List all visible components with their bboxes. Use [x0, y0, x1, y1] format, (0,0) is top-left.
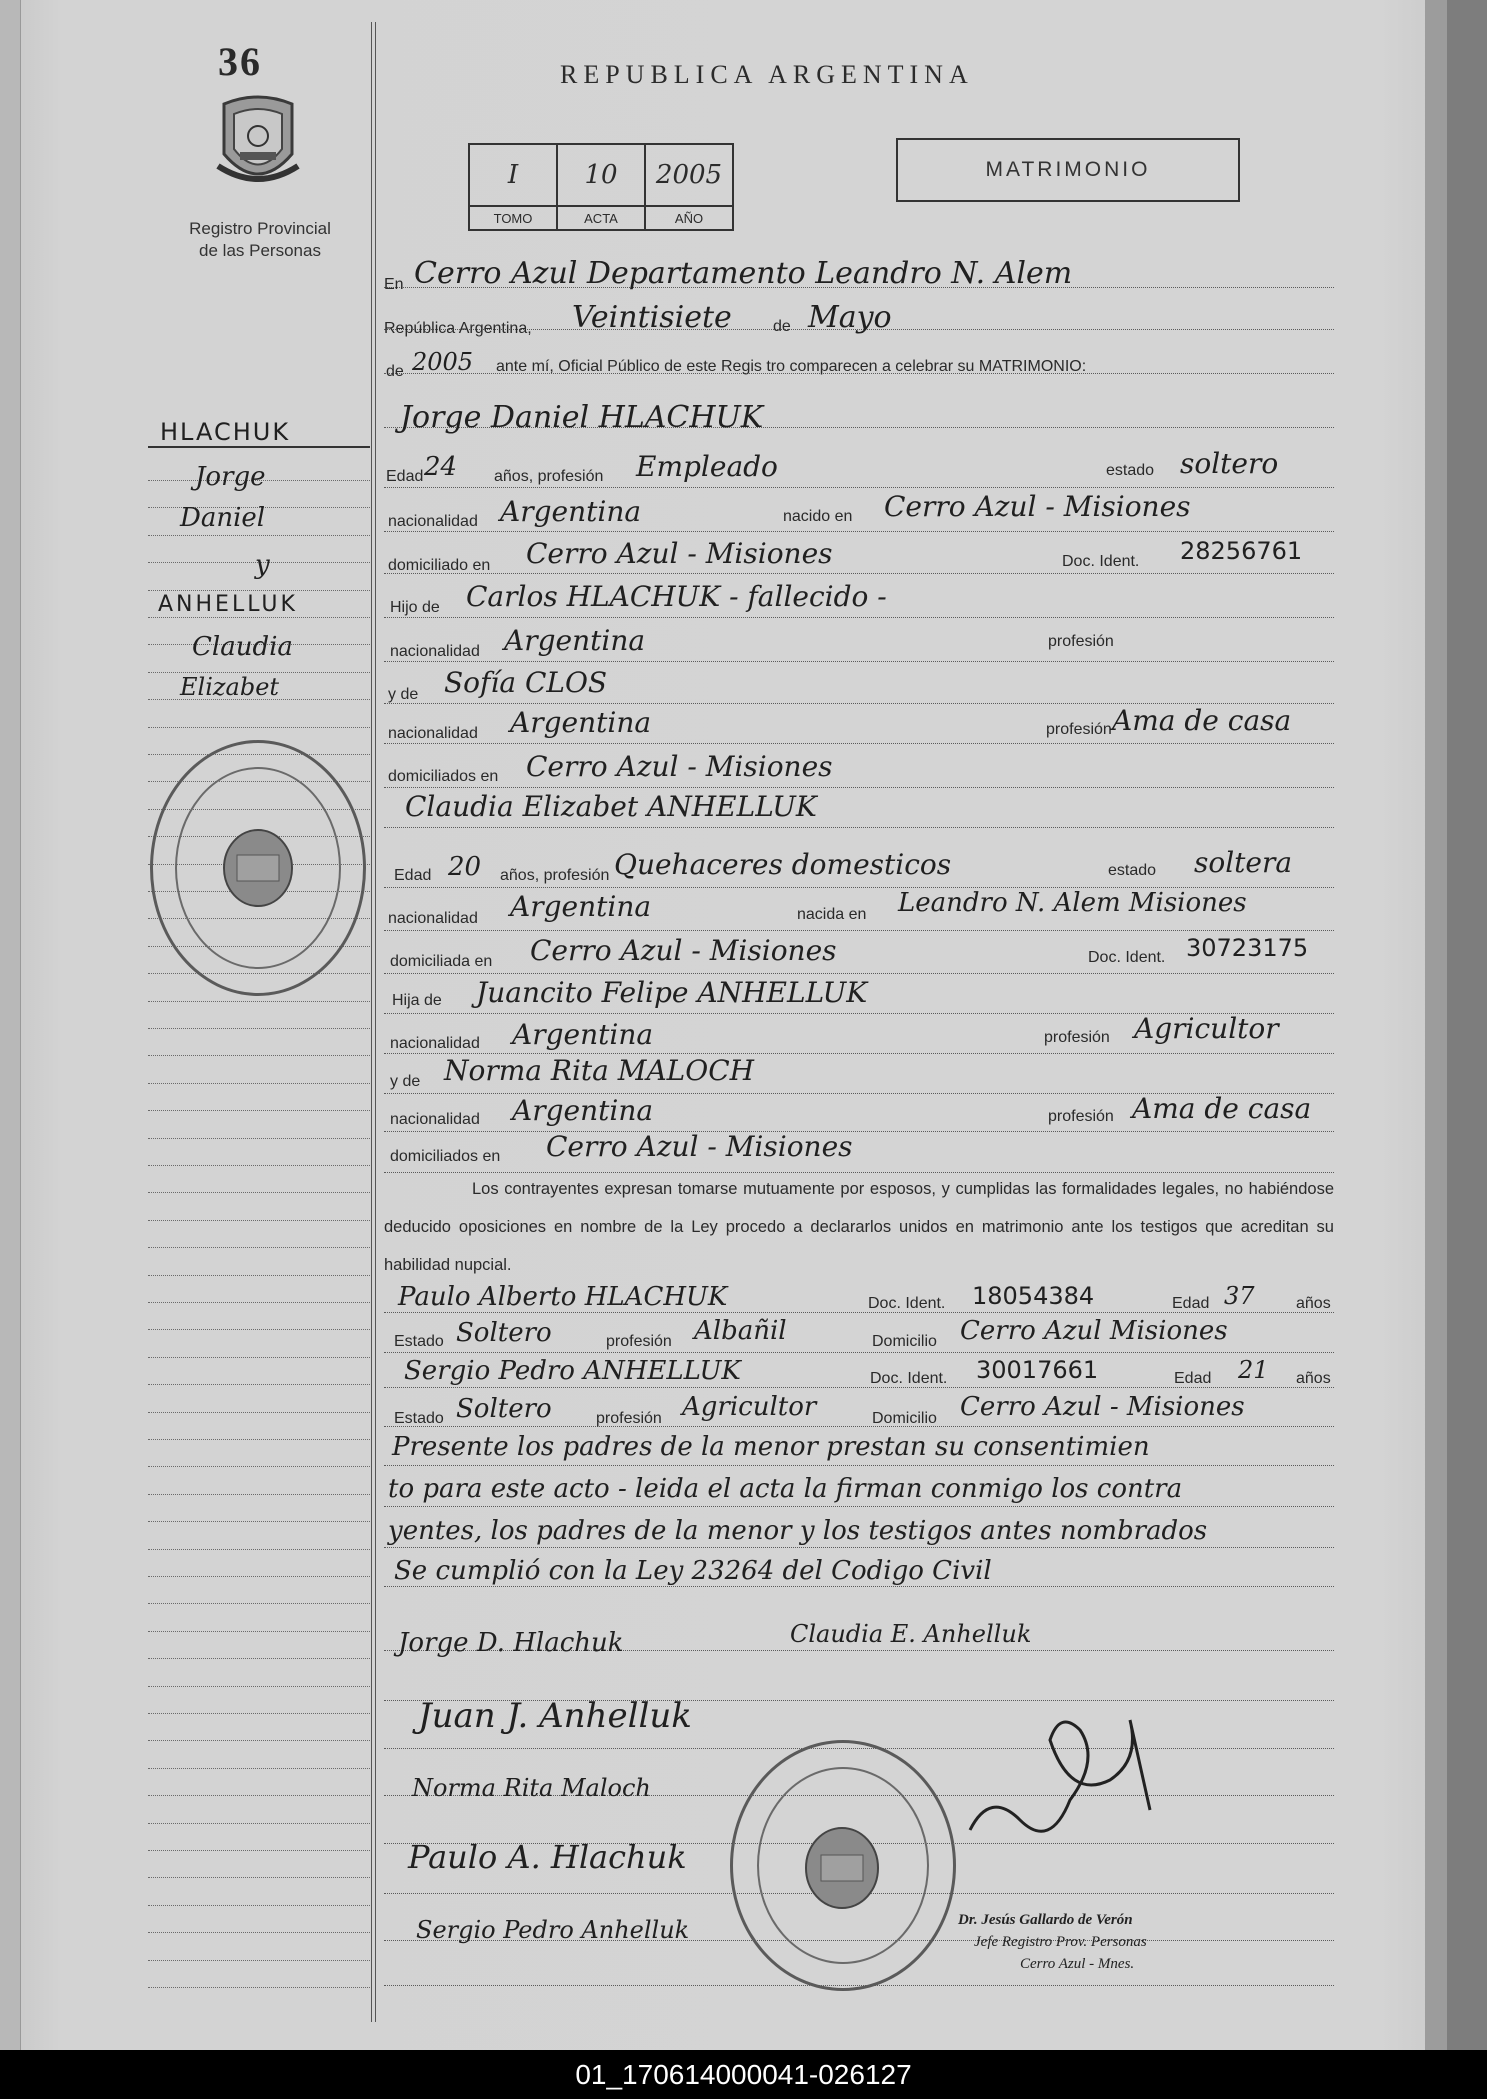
page-binding — [0, 0, 21, 2050]
official-name: Dr. Jesús Gallardo de Verón — [958, 1912, 1133, 1928]
official-signature — [960, 1700, 1160, 1850]
year-value: 2005 — [412, 348, 474, 376]
groom-doc: 28256761 — [1180, 537, 1303, 565]
record-reference-table — [468, 143, 734, 231]
groom-edad-label: Edad — [386, 468, 424, 485]
signature-groom: Jorge D. Hlachuk — [398, 1628, 624, 1658]
witness2-age: 21 — [1238, 1356, 1269, 1384]
signature-bride-mother: Norma Rita Maloch — [412, 1774, 651, 1802]
margin-ruled-line — [148, 1823, 370, 1825]
witness1-profesion-label: profesión — [606, 1333, 672, 1350]
witness2-doc: 30017661 — [976, 1356, 1099, 1384]
coat-of-arms-icon — [204, 94, 312, 194]
bride-parents-dom: Cerro Azul - Misiones — [546, 1130, 853, 1163]
note-line-1: Presente los padres de la menor prestan su consentimien — [392, 1432, 1150, 1462]
groom-mother-nat-label: nacionalidad — [388, 725, 478, 742]
body-ruled-line — [384, 1547, 1334, 1549]
margin-ruled-line — [148, 1302, 370, 1304]
witness1-age: 37 — [1224, 1282, 1255, 1310]
witness1-estado-label: Estado — [394, 1333, 444, 1350]
registry-stamp-right — [730, 1740, 956, 1991]
registry-stamp-left — [150, 740, 366, 996]
bride-domicile-label: domiciliada en — [390, 953, 493, 970]
margin-ruled-line — [148, 1576, 370, 1578]
witness1-doc: 18054384 — [972, 1282, 1095, 1310]
margin-ruled-line — [148, 1412, 370, 1414]
margin-ruled-line — [148, 1932, 370, 1934]
witness2-name: Sergio Pedro ANHELLUK — [404, 1356, 741, 1386]
note-line-3: yentes, los padres de la menor y los testigos antes nombrados — [388, 1516, 1208, 1546]
witness2-estado-label: Estado — [394, 1410, 444, 1427]
body-ruled-line — [384, 1506, 1334, 1508]
witness2-domicilio-label: Domicilio — [872, 1410, 937, 1427]
groom-profession: Empleado — [636, 450, 778, 483]
margin-ruled-line — [148, 1001, 370, 1003]
bride-profession: Quehaceres domesticos — [614, 848, 952, 881]
groom-mother-prof: Ama de casa — [1112, 704, 1292, 737]
body-ruled-line — [384, 1586, 1334, 1588]
body-ruled-line — [384, 787, 1334, 789]
bride-name: Claudia Elizabet ANHELLUK — [405, 790, 817, 823]
groom-father-nat-label: nacionalidad — [390, 643, 480, 660]
official-title: Jefe Registro Prov. Personas — [974, 1934, 1147, 1950]
margin-ruled-line — [148, 1110, 370, 1112]
bride-father-nat-label: nacionalidad — [390, 1035, 480, 1052]
groom-father: Carlos HLACHUK - fallecido - — [466, 580, 887, 613]
witness1-domicile: Cerro Azul Misiones — [960, 1316, 1228, 1346]
bride-estado-label: estado — [1108, 862, 1157, 879]
body-ruled-line — [384, 617, 1334, 619]
margin-ruled-line — [148, 1631, 370, 1633]
margin-ruled-line — [148, 1055, 370, 1057]
margin-ruled-line — [148, 617, 370, 619]
republica-label: República Argentina, — [384, 320, 532, 337]
groom-mother-prof-label: profesión — [1046, 721, 1112, 738]
margin-ruled-line — [148, 1494, 370, 1496]
margin-groom-surname: HLACHUK — [160, 418, 291, 446]
bride-birthplace-label: nacida en — [797, 906, 867, 923]
bride-father-prof-label: profesión — [1044, 1029, 1110, 1046]
groom-birthplace-label: nacido en — [783, 508, 853, 525]
groom-father-nat: Argentina — [504, 624, 646, 657]
groom-domicile-label: domiciliado en — [388, 557, 491, 574]
body-ruled-line — [384, 487, 1334, 489]
country-title: REPUBLICA ARGENTINA — [560, 60, 974, 89]
record-type-box: MATRIMONIO — [896, 138, 1240, 202]
witness2-domicile: Cerro Azul - Misiones — [960, 1392, 1245, 1422]
bride-nationality: Argentina — [510, 890, 652, 923]
bride-status: soltera — [1194, 846, 1293, 879]
bride-father-nat: Argentina — [512, 1018, 654, 1051]
margin-ruled-line — [148, 1549, 370, 1551]
margin-ruled-line — [148, 1905, 370, 1907]
witness2-doc-label: Doc. Ident. — [870, 1370, 948, 1387]
witness1-anos-label: años — [1296, 1295, 1331, 1312]
bride-edad-label: Edad — [394, 867, 432, 884]
margin-bride-middle: Elizabet — [180, 673, 280, 701]
de2-label: de — [386, 363, 404, 380]
groom-hijo-label: Hijo de — [390, 599, 440, 616]
margin-ruled-line — [148, 1275, 370, 1277]
margin-rule — [371, 22, 372, 2022]
bride-yde-label: y de — [390, 1073, 421, 1090]
margin-ruled-line — [148, 1247, 370, 1249]
signature-bride-father: Juan J. Anhelluk — [418, 1696, 692, 1736]
witness1-domicilio-label: Domicilio — [872, 1333, 937, 1350]
margin-ruled-line — [148, 1384, 370, 1386]
body-ruled-line — [384, 743, 1334, 745]
witness2-profesion-label: profesión — [596, 1410, 662, 1427]
bride-mother-nat: Argentina — [512, 1094, 654, 1127]
margin-ruled-line — [148, 1138, 370, 1140]
witness2-anos-label: años — [1296, 1370, 1331, 1387]
margin-groom-first: Jorge — [195, 462, 266, 492]
signature-bride: Claudia E. Anhelluk — [790, 1620, 1032, 1648]
body-ruled-line — [384, 1131, 1334, 1133]
body-ruled-line — [384, 827, 1334, 829]
witness1-name: Paulo Alberto HLACHUK — [398, 1282, 728, 1312]
margin-ruled-line — [148, 1877, 370, 1879]
margin-ruled-line — [148, 1740, 370, 1742]
bride-profession-label: años, profesión — [500, 867, 610, 884]
witness1-edad-label: Edad — [1172, 1295, 1210, 1312]
registry-label: Registro Provincial de las Personas — [189, 219, 331, 260]
groom-father-prof-label: profesión — [1048, 633, 1114, 650]
margin-ruled-line — [148, 535, 370, 537]
page-number: 36 — [218, 39, 262, 84]
groom-estado-label: estado — [1106, 462, 1155, 479]
witness1-doc-label: Doc. Ident. — [868, 1295, 946, 1312]
tomo-label: TOMO — [469, 206, 557, 230]
margin-rule-2 — [375, 22, 376, 2022]
bride-birthplace: Leandro N. Alem Misiones — [898, 888, 1247, 918]
groom-parents-dom: Cerro Azul - Misiones — [526, 750, 833, 783]
stamp-emblem-icon — [797, 1823, 887, 1913]
bride-father-prof: Agricultor — [1134, 1012, 1279, 1045]
bride-mother: Norma Rita MALOCH — [444, 1054, 755, 1087]
note-line-2: to para este acto - leida el acta la firman conmigo los contra — [388, 1474, 1183, 1504]
groom-profession-label: años, profesión — [494, 468, 604, 485]
statement-text: ante mí, Oficial Público de este Regis tro comparecen a celebrar su MATRIMONIO: — [496, 358, 1087, 375]
anio-label: AÑO — [645, 206, 733, 230]
margin-ruled-line — [148, 1028, 370, 1030]
groom-domicile: Cerro Azul - Misiones — [526, 537, 833, 570]
groom-mother: Sofía CLOS — [444, 666, 608, 699]
note-line-4: Se cumplió con la Ley 23264 del Codigo Civil — [394, 1556, 992, 1586]
witness1-profession: Albañil — [694, 1316, 787, 1346]
acta-label: ACTA — [557, 206, 645, 230]
margin-ruled-line — [148, 1658, 370, 1660]
bride-mother-prof-label: profesión — [1048, 1108, 1114, 1125]
body-ruled-line — [384, 661, 1334, 663]
declaration-text: Los contrayentes expresan tomarse mutuamente por esposos, y cumplidas las formalidades legales, no habiéndose deducido oposiciones en nombre de la Ley procedo a declararlos unidos en matrimonio ante los testigos que acreditan su habilidad nupcial. — [384, 1180, 1334, 1274]
page-edge-dark — [1447, 0, 1487, 2050]
witness2-status: Soltero — [456, 1394, 552, 1424]
groom-mother-nat: Argentina — [510, 706, 652, 739]
margin-ruled-line — [148, 1466, 370, 1468]
bride-mother-prof: Ama de casa — [1132, 1092, 1312, 1125]
place-value: Cerro Azul Departamento Leandro N. Alem — [414, 256, 1073, 291]
margin-ruled-line — [148, 1083, 370, 1085]
margin-conjunction: y — [255, 550, 270, 580]
groom-birthplace: Cerro Azul - Misiones — [884, 490, 1191, 523]
margin-ruled-line — [148, 1987, 370, 1989]
groom-status: soltero — [1180, 447, 1279, 480]
signature-witness1: Paulo A. Hlachuk — [408, 1838, 687, 1876]
bride-doc-label: Doc. Ident. — [1088, 949, 1166, 966]
groom-parents-dom-label: domiciliados en — [388, 768, 499, 785]
witness1-status: Soltero — [456, 1318, 552, 1348]
official-place: Cerro Azul - Mnes. — [1020, 1956, 1135, 1972]
day-value: Veintisiete — [572, 300, 732, 335]
witness2-edad-label: Edad — [1174, 1370, 1212, 1387]
groom-nationality-label: nacionalidad — [388, 513, 478, 530]
en-label: En — [384, 276, 404, 293]
bride-father: Juancito Felipe ANHELLUK — [476, 976, 868, 1009]
body-ruled-line — [384, 930, 1334, 932]
margin-ruled-line — [148, 1439, 370, 1441]
margin-ruled-line — [148, 727, 370, 729]
body-ruled-line — [384, 973, 1334, 975]
body-ruled-line — [384, 531, 1334, 533]
body-ruled-line — [384, 1426, 1334, 1428]
bride-nationality-label: nacionalidad — [388, 910, 478, 927]
bride-mother-nat-label: nacionalidad — [390, 1111, 480, 1128]
margin-ruled-line — [148, 1521, 370, 1523]
margin-ruled-line — [148, 1603, 370, 1605]
bride-domicile: Cerro Azul - Misiones — [530, 934, 837, 967]
groom-name: Jorge Daniel HLACHUK — [400, 400, 764, 435]
de-label: de — [773, 318, 791, 335]
margin-ruled-line — [148, 1713, 370, 1715]
month-value: Mayo — [808, 300, 892, 335]
groom-age: 24 — [424, 452, 458, 482]
margin-ruled-line — [148, 1686, 370, 1688]
margin-ruled-line — [148, 1357, 370, 1359]
groom-doc-label: Doc. Ident. — [1062, 553, 1140, 570]
body-ruled-line — [384, 573, 1334, 575]
margin-ruled-line — [148, 1220, 370, 1222]
margin-ruled-line — [148, 1960, 370, 1962]
margin-ruled-line — [148, 1329, 370, 1331]
margin-bride-surname: ANHELLUK — [158, 592, 298, 617]
margin-bride-first: Claudia — [192, 632, 293, 662]
margin-ruled-line — [148, 1850, 370, 1852]
margin-ruled-line — [148, 1795, 370, 1797]
bride-parents-dom-label: domiciliados en — [390, 1148, 501, 1165]
bride-age: 20 — [448, 852, 482, 882]
margin-ruled-line — [148, 1165, 370, 1167]
tomo-value: I — [469, 144, 557, 206]
margin-underline — [148, 446, 370, 448]
stamp-emblem-icon — [215, 825, 301, 911]
groom-nationality: Argentina — [500, 495, 642, 528]
acta-value: 10 — [557, 144, 645, 206]
margin-groom-middle: Daniel — [180, 503, 266, 533]
body-ruled-line — [384, 1465, 1334, 1467]
signature-witness2: Sergio Pedro Anhelluk — [416, 1916, 690, 1944]
bride-hija-label: Hija de — [392, 992, 442, 1009]
body-ruled-line — [384, 1352, 1334, 1354]
margin-ruled-line — [148, 1192, 370, 1194]
anio-value: 2005 — [645, 144, 733, 206]
document-id-footer: 01_170614000041-026127 — [0, 2050, 1487, 2099]
witness2-profession: Agricultor — [682, 1392, 817, 1422]
margin-ruled-line — [148, 1768, 370, 1770]
groom-yde-label: y de — [388, 686, 419, 703]
bride-doc: 30723175 — [1186, 934, 1309, 962]
